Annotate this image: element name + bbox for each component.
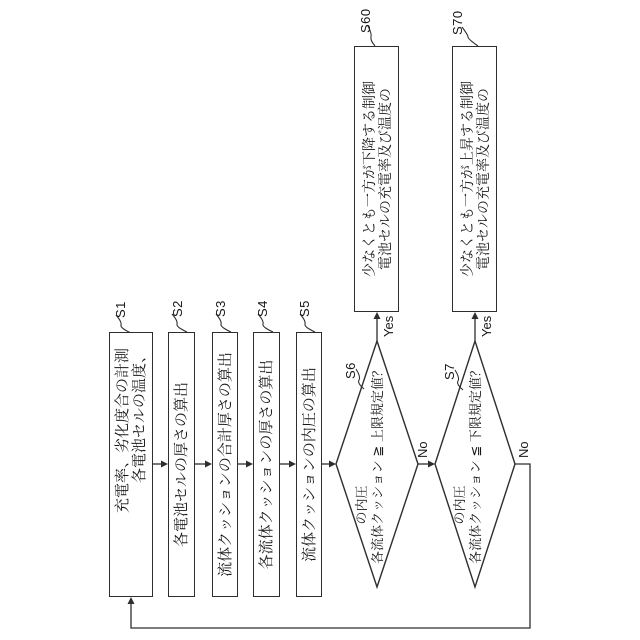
process-box-s4	[253, 332, 280, 597]
action-box-s70-line1: 電池セルの充電率及び温度の	[474, 88, 491, 270]
process-box-s2	[168, 332, 195, 597]
decision-s7-line1: 各流体クッション ≦ 下限規定値？	[468, 364, 483, 564]
step-label-s7: S7	[442, 363, 457, 380]
branch-label-s7-yes: Yes	[479, 315, 494, 337]
step-label-s3: S3	[213, 300, 228, 317]
arrowhead-s7-yes-s70	[472, 312, 479, 319]
step-label-s60: S60	[358, 8, 373, 33]
decision-s6-line2: の内圧	[354, 485, 369, 525]
action-box-s70-line2: 少なくとも一方が上昇する制御	[458, 81, 475, 277]
step-label-s70: S70	[450, 10, 465, 35]
process-box-s3-line1: 流体クッションの合計厚さの算出	[216, 352, 234, 577]
arrowhead-s6-no-s7	[428, 461, 435, 468]
branch-label-s6-no: No	[415, 441, 430, 458]
process-box-s3	[212, 332, 238, 597]
step-label-s4: S4	[255, 300, 270, 317]
process-box-s5-line1: 流体クッションの内圧の算出	[300, 367, 318, 562]
arrowhead-loopback-s1	[128, 597, 135, 604]
step-label-s6: S6	[343, 362, 358, 379]
arrowhead-s3-s4	[246, 461, 253, 468]
process-box-s1-line2: 充電率、劣化度合の計測	[114, 348, 131, 514]
arrowhead-s6-yes-s60	[374, 312, 381, 319]
arrowhead-s2-s3	[205, 461, 212, 468]
arrowhead-s4-s5	[289, 461, 296, 468]
step-label-s5: S5	[297, 300, 312, 317]
process-box-s1-line1: 各電池セルの温度、	[131, 348, 148, 484]
decision-s7-line2: の内圧	[452, 485, 467, 525]
arrowhead-s5-s6	[329, 461, 336, 468]
action-box-s70	[452, 46, 497, 312]
process-box-s4-line1: 各流体クッションの厚さの算出	[258, 359, 275, 570]
branch-label-s6-yes: Yes	[381, 315, 396, 337]
step-label-s2: S2	[170, 300, 185, 317]
branch-label-s7-no: No	[516, 441, 531, 458]
arrowhead-s1-s2	[161, 461, 168, 468]
step-label-s1: S1	[113, 301, 128, 318]
action-box-s60-line2: 少なくとも一方が下降する制御	[360, 81, 377, 277]
action-box-s60-line1: 電池セルの充電率及び温度の	[376, 88, 393, 270]
decision-s6-line1: 各流体クッション ≧ 上限規定値？	[370, 364, 385, 564]
action-box-s60	[354, 46, 399, 312]
process-box-s1	[109, 332, 153, 597]
process-box-s2-line1: 各電池セルの厚さの算出	[173, 382, 190, 548]
process-box-s5	[296, 332, 322, 597]
